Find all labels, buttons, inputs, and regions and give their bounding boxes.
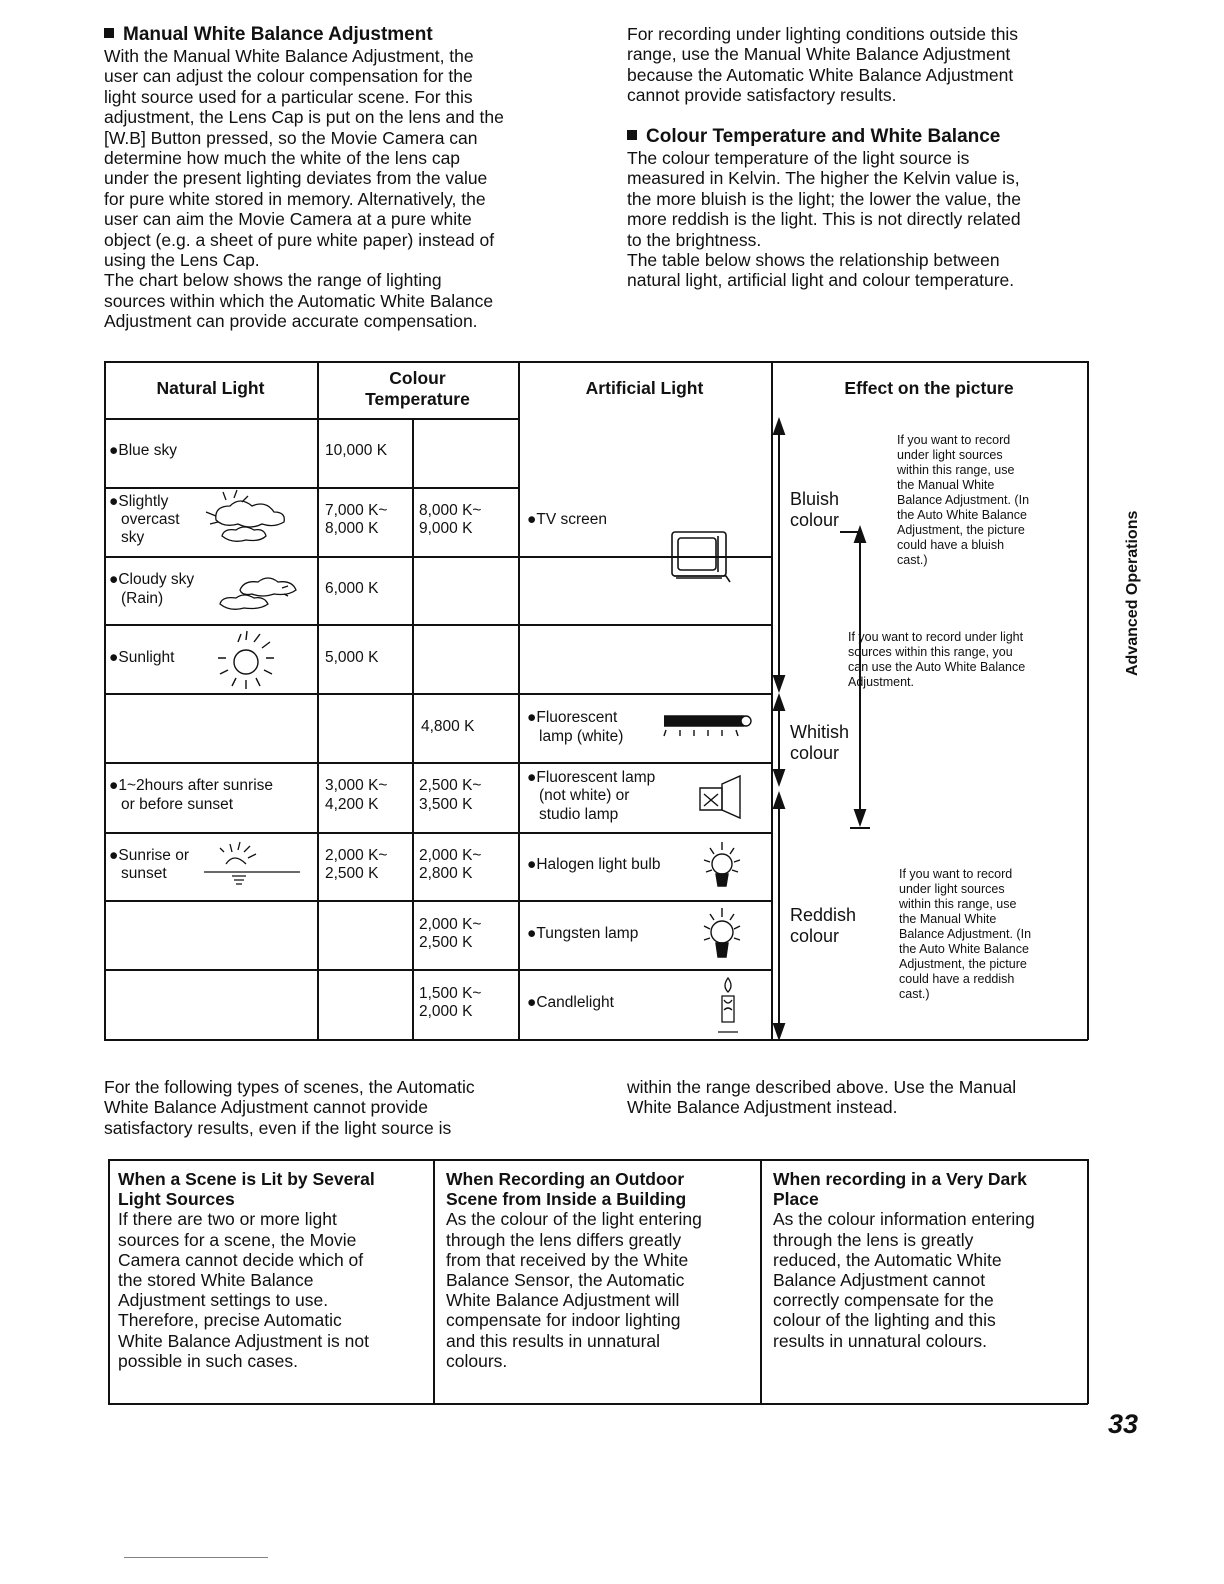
box-title-line: When recording in a Very Dark [773,1169,1027,1189]
box-text-line: from that received by the White [446,1249,689,1270]
partly-cloudy-sun-icon [194,490,304,554]
box-title-line: When Recording an Outdoor [446,1169,685,1189]
text-line: using the Lens Cap. [104,250,260,271]
box-text-line: results in unnatural colours. [773,1330,987,1351]
box-title-line: When a Scene is Lit by Several [118,1169,375,1189]
temp-sunrise-1: 2,000 K~ [325,847,388,864]
note-line: under light sources [897,448,1003,462]
box-text-line: As the colour of the light entering [446,1209,702,1230]
box-text-line: through the lens differs greatly [446,1229,682,1250]
note-line: within this range, use [899,897,1017,911]
scenes-intro-right [627,1077,1107,1118]
note-bluish [897,433,1029,568]
temp-sunrise-2: 2,500 K [325,865,379,882]
text-line: satisfactory results, even if the light source is [104,1117,452,1138]
box-text-line: through the lens is greatly [773,1229,974,1250]
manual-wb-paragraph [104,46,584,332]
box-text-line: and this results in unnatural [446,1330,661,1351]
header-temperature: Temperature [365,389,470,409]
temp-candle-1: 1,500 K~ [419,985,482,1002]
text-line: cannot provide satisfactory results. [627,85,897,106]
artificial-halogen: ●Halogen light bulb [527,856,661,873]
box-text-line: correctly compensate for the [773,1290,994,1311]
text-line: Adjustment can provide accurate compensation. [104,311,478,332]
note-line: If you want to record [897,433,1011,447]
header-effect: Effect on the picture [844,378,1014,398]
candle-icon [716,976,740,1036]
natural-sunlight: ●Sunlight [109,649,175,666]
box-title-line: Light Sources [118,1189,235,1210]
box-text-line: Balance Adjustment cannot [773,1270,986,1291]
studio-lamp-icon [696,770,746,824]
note-line: Balance Adjustment. (In [897,493,1030,507]
note-line: within this range, use [897,463,1015,477]
text-line: [W.B] Button pressed, so the Movie Camera can [104,127,478,148]
box-title-line: Place [773,1189,819,1210]
note-line: the Auto White Balance [897,508,1027,522]
scenes-intro-left [104,1077,584,1138]
note-line: If you want to record under light [848,630,1024,644]
box-text-line: If there are two or more light [118,1209,337,1230]
text-line: range, use the Manual White Balance Adjustment [627,44,1011,65]
temp-cloudy: 6,000 K [325,580,379,597]
manual-wb-heading: Manual White Balance Adjustment [104,24,433,46]
box-text-line: compensate for indoor lighting [446,1310,681,1331]
note-auto [848,630,1025,690]
text-line: object (e.g. a sheet of pure white paper) instead of [104,229,495,250]
text-line: For recording under lighting conditions outside this [627,24,1019,44]
temp-hours-1: 3,000 K~ [325,777,388,794]
temp-halogen-2: 2,800 K [419,865,473,882]
note-line: under light sources [899,882,1005,896]
temp-overcast-1: 7,000 K~ [325,502,388,519]
note-line: the Manual White [899,912,997,926]
natural-cloudy-2: (Rain) [121,590,164,607]
colour-temp-paragraph [627,148,1107,291]
box-several-light-sources [118,1169,426,1371]
temp-tv-2: 9,000 K [419,520,473,537]
text-line: more reddish is the light. This is not directly related [627,209,1021,230]
note-line: the Manual White [897,478,995,492]
tv-icon [668,526,734,584]
box-text-line: White Balance Adjustment is not [118,1330,369,1351]
artificial-tv: ●TV screen [527,511,607,528]
colour-temp-heading: Colour Temperature and White Balance [627,126,1000,148]
effect-whitish-1: Whitish [790,722,850,742]
temp-fluor-not-1: 2,500 K~ [419,777,482,794]
outside-range-paragraph [627,24,1107,106]
cloudy-rain-icon [200,574,306,614]
sunrise-icon [204,838,300,886]
header-artificial-light: Artificial Light [585,378,704,398]
box-text-line: possible in such cases. [118,1350,298,1371]
temp-fluor-white: 4,800 K [421,718,475,735]
temp-tv-1: 8,000 K~ [419,502,482,519]
natural-cloudy-1: ●Cloudy sky [109,571,195,588]
box-text-line: sources for a scene, the Movie [118,1229,357,1250]
artificial-candle: ●Candlelight [527,994,614,1011]
note-reddish [899,867,1031,1002]
text-line: under the present lighting deviates from the value [104,168,488,189]
natural-hours-2: or before sunset [121,796,234,813]
note-line: Adjustment, the picture [897,523,1025,537]
note-line: sources within this range, you [848,645,1013,659]
natural-blue-sky: ●Blue sky [109,442,177,459]
artificial-fluor-not-3: studio lamp [539,806,619,823]
text-line: adjustment, the Lens Cap is put on the lens and the [104,107,504,128]
note-line: Balance Adjustment. (In [899,927,1032,941]
box-text-line: reduced, the Automatic White [773,1249,1002,1270]
note-line: could have a bluish [897,538,1005,552]
text-line: natural light, artificial light and colour temperature. [627,270,1015,291]
note-line: the Auto White Balance [899,942,1029,956]
artificial-fluor-not-2: (not white) or [539,787,630,804]
artificial-fluor-white-2: lamp (white) [539,728,624,745]
note-line: If you want to record [899,867,1013,881]
text-line: For the following types of scenes, the Automatic [104,1077,475,1097]
box-text-line: Adjustment settings to use. [118,1290,329,1311]
side-section-label: Advanced Operations [1124,510,1141,676]
header-colour: Colour [389,368,446,388]
header-natural-light: Natural Light [156,378,265,398]
effect-reddish-1: Reddish [790,905,857,925]
effect-whitish-2: colour [790,743,840,763]
fluorescent-tube-icon [656,710,756,740]
text-line: White Balance Adjustment instead. [627,1097,898,1118]
note-line: Adjustment. [848,675,915,689]
box-title-line: Scene from Inside a Building [446,1189,687,1210]
temp-sunlight: 5,000 K [325,649,379,666]
page-edge-mark [124,1557,268,1558]
box-outdoor-from-inside [446,1169,754,1371]
text-line: light source used for a particular scene. For this [104,86,473,107]
text-line: to the brightness. [627,229,762,250]
text-line: determine how much the white of the lens cap [104,148,461,169]
text-line: for pure white stored in memory. Alternatively, the [104,188,486,209]
text-line: sources within which the Automatic White Balance [104,290,494,311]
box-text-line: Balance Sensor, the Automatic [446,1270,685,1291]
note-line: Adjustment, the picture [899,957,1027,971]
box-text-line: Therefore, precise Automatic [118,1310,342,1331]
natural-overcast-2: overcast [121,511,180,528]
temp-candle-2: 2,000 K [419,1003,473,1020]
artificial-tungsten: ●Tungsten lamp [527,925,639,942]
temp-overcast-2: 8,000 K [325,520,379,537]
natural-sunrise-2: sunset [121,865,167,882]
natural-overcast-1: ●Slightly [109,493,169,510]
effect-bluish-2: colour [790,510,840,530]
text-line: The chart below shows the range of lighting [104,270,442,291]
text-line: The colour temperature of the light source is [627,148,970,168]
box-text-line: colours. [446,1350,508,1371]
text-line: White Balance Adjustment cannot provide [104,1097,428,1118]
text-line: within the range described above. Use the Manual [627,1077,1017,1097]
page-number: 33 [1108,1409,1139,1439]
natural-overcast-3: sky [121,529,145,546]
temp-tungsten-1: 2,000 K~ [419,916,482,933]
tungsten-lamp-icon [698,906,748,964]
note-line: could have a reddish [899,972,1015,986]
effect-reddish-2: colour [790,926,840,946]
box-text-line: the stored White Balance [118,1270,314,1291]
text-line: measured in Kelvin. The higher the Kelvin value is, [627,168,1020,189]
box-text-line: As the colour information entering [773,1209,1035,1230]
box-text-line: White Balance Adjustment will [446,1290,680,1311]
box-very-dark-place [773,1169,1081,1351]
temp-hours-2: 4,200 K [325,796,379,813]
note-line: cast.) [899,987,930,1001]
text-line: The table below shows the relationship between [627,250,1000,271]
box-text-line: Camera cannot decide which of [118,1249,364,1270]
note-line: can use the Auto White Balance [848,660,1026,674]
halogen-bulb-icon [698,838,748,892]
artificial-fluor-white-1: ●Fluorescent [527,709,618,726]
box-text-line: colour of the lighting and this [773,1310,996,1331]
natural-hours-1: ●1~2hours after sunrise [109,777,274,794]
artificial-fluor-not-1: ●Fluorescent lamp [527,769,656,786]
temp-blue-sky: 10,000 K [325,442,388,459]
natural-sunrise-1: ●Sunrise or [109,847,190,864]
note-line: cast.) [897,553,928,567]
text-line: the more bluish is the light; the lower the value, the [627,188,1021,209]
sun-icon [216,630,280,690]
text-line: user can aim the Movie Camera at a pure white [104,209,472,230]
effect-bluish-1: Bluish [790,489,840,509]
temp-tungsten-2: 2,500 K [419,934,473,951]
text-line: user can adjust the colour compensation for the [104,66,473,87]
temp-halogen-1: 2,000 K~ [419,847,482,864]
text-line: because the Automatic White Balance Adjustment [627,64,1014,85]
temp-fluor-not-2: 3,500 K [419,796,473,813]
text-line: With the Manual White Balance Adjustment, the [104,46,474,66]
